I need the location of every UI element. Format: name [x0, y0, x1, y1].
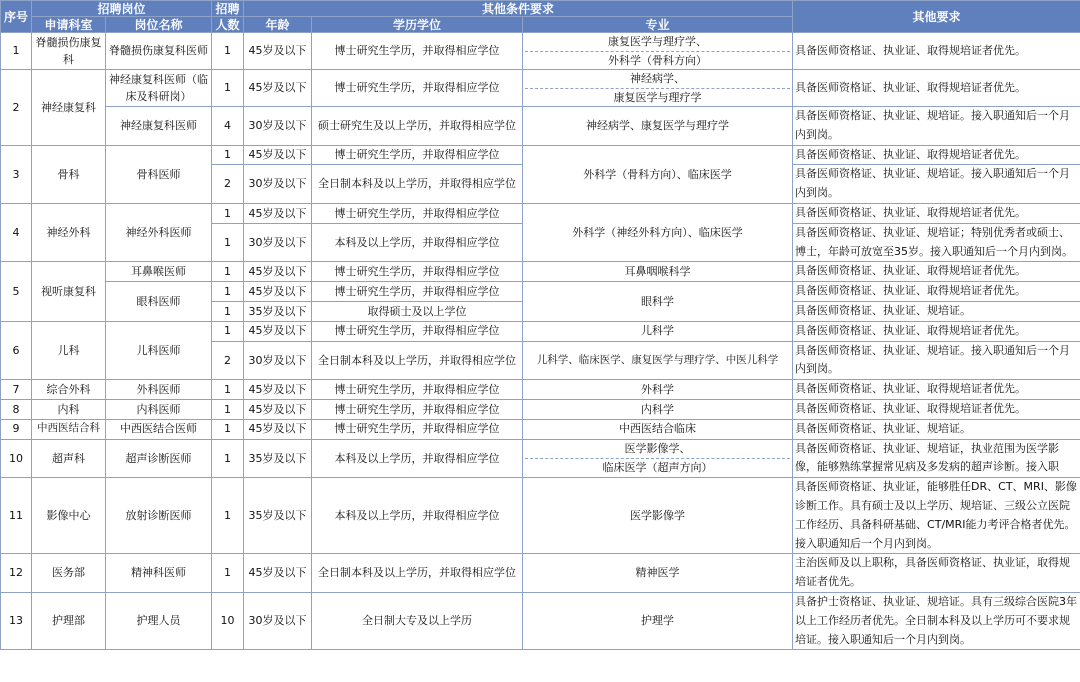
- cell-age: 45岁及以下: [244, 419, 312, 439]
- cell-count: 1: [212, 145, 244, 165]
- cell-count: 4: [212, 107, 244, 146]
- cell-major: 内科学: [523, 399, 793, 419]
- table-row: [1, 419, 1080, 439]
- cell-edu: 博士研究生学历，并取得相应学位: [312, 321, 523, 341]
- cell-count: 2: [212, 165, 244, 204]
- table-row: [1, 262, 1080, 282]
- cell-seq: 6: [1, 321, 32, 379]
- cell-major: 神经病学、康复医学与理疗学: [523, 107, 793, 146]
- cell-post: 耳鼻喉医师: [106, 262, 212, 282]
- cell-age: 45岁及以下: [244, 262, 312, 282]
- cell-edu: 博士研究生学历，并取得相应学位: [312, 33, 523, 70]
- cell-dept: 视听康复科: [32, 262, 106, 321]
- cell-age: 35岁及以下: [244, 478, 312, 554]
- cell-post: 护理人员: [106, 592, 212, 649]
- cell-seq: 9: [1, 419, 32, 439]
- cell-seq: 5: [1, 262, 32, 321]
- cell-post: 超声诊断医师: [106, 439, 212, 478]
- cell-req: 具备医师资格证、执业证、规培证。: [793, 301, 1080, 321]
- table-row: [1, 321, 1080, 341]
- cell-post: 骨科医师: [106, 145, 212, 203]
- cell-post: 内科医师: [106, 399, 212, 419]
- major-line: 外科学（骨科方向）: [525, 51, 790, 70]
- cell-req: 具备医师资格证、执业证、取得规培证者优先。: [793, 203, 1080, 223]
- cell-seq: 1: [1, 33, 32, 70]
- cell-count: 10: [212, 592, 244, 649]
- cell-major: [523, 70, 793, 107]
- cell-major: [523, 439, 793, 478]
- cell-age: 45岁及以下: [244, 282, 312, 302]
- cell-major: [523, 33, 793, 70]
- table-row: [1, 282, 1080, 302]
- cell-req: 具备医师资格证、执业证、规培证。接入职通知后一个月内到岗。: [793, 107, 1080, 146]
- cell-dept: 内科: [32, 399, 106, 419]
- cell-seq: 4: [1, 203, 32, 261]
- major-line: 康复医学与理疗学、: [608, 35, 708, 48]
- cell-edu: 硕士研究生及以上学历，并取得相应学位: [312, 107, 523, 146]
- table-row: [1, 33, 1080, 70]
- cell-edu: 全日制大专及以上学历: [312, 592, 523, 649]
- cell-post: 神经康复科医师（临床及科研岗）: [106, 70, 212, 107]
- header-other-group: 其他条件要求: [244, 1, 793, 17]
- cell-edu: 博士研究生学历，并取得相应学位: [312, 380, 523, 400]
- cell-count: 1: [212, 321, 244, 341]
- header-dept: 申请科室: [32, 17, 106, 33]
- cell-count: 1: [212, 262, 244, 282]
- cell-seq: 8: [1, 399, 32, 419]
- cell-dept: 综合外科: [32, 380, 106, 400]
- cell-req: 具备医师资格证、执业证、取得规培证者优先。: [793, 262, 1080, 282]
- cell-edu: 全日制本科及以上学历，并取得相应学位: [312, 341, 523, 380]
- cell-age: 35岁及以下: [244, 439, 312, 478]
- cell-age: 45岁及以下: [244, 145, 312, 165]
- cell-edu: 本科及以上学历，并取得相应学位: [312, 223, 523, 262]
- cell-edu: 博士研究生学历，并取得相应学位: [312, 419, 523, 439]
- table-row: [1, 399, 1080, 419]
- cell-count: 1: [212, 203, 244, 223]
- cell-post: 儿科医师: [106, 321, 212, 379]
- cell-major: 外科学: [523, 380, 793, 400]
- table-row: [1, 439, 1080, 478]
- cell-dept: 中西医结合科: [32, 419, 106, 439]
- major-line: 神经病学、: [630, 72, 686, 85]
- cell-major: 外科学（神经外科方向）、临床医学: [523, 203, 793, 261]
- cell-major: 儿科学、临床医学、康复医学与理疗学、中医儿科学: [523, 341, 793, 380]
- cell-edu: 本科及以上学历，并取得相应学位: [312, 478, 523, 554]
- cell-post: 中西医结合医师: [106, 419, 212, 439]
- cell-post: 脊髓损伤康复科医师: [106, 33, 212, 70]
- cell-edu: 博士研究生学历，并取得相应学位: [312, 262, 523, 282]
- major-line: 医学影像学、: [624, 442, 691, 456]
- cell-edu: 博士研究生学历，并取得相应学位: [312, 70, 523, 107]
- header-major: 专业: [523, 17, 793, 33]
- cell-edu: 全日制本科及以上学历，并取得相应学位: [312, 165, 523, 204]
- cell-req: 具备医师资格证、执业证、取得规培证者优先。: [793, 380, 1080, 400]
- cell-count: 1: [212, 439, 244, 478]
- header-count-top: 招聘: [212, 1, 244, 17]
- header-count-bottom: 人数: [212, 17, 244, 33]
- cell-req: 具备医师资格证、执业证、取得规培证者优先。: [793, 145, 1080, 165]
- cell-dept: 儿科: [32, 321, 106, 379]
- cell-count: 1: [212, 282, 244, 302]
- cell-major: 眼科学: [523, 282, 793, 322]
- cell-seq: 13: [1, 592, 32, 649]
- cell-count: 1: [212, 478, 244, 554]
- cell-age: 45岁及以下: [244, 70, 312, 107]
- header-edu: 学历学位: [312, 17, 523, 33]
- cell-age: 45岁及以下: [244, 203, 312, 223]
- cell-count: 1: [212, 554, 244, 593]
- cell-req: 具备医师资格证、执业证，能够胜任DR、CT、MRI、影像诊断工作。具有硕士及以上学历、规培证、三级公立医院工作经历、具备科研基础、CT/MRI能力考评合格者优先。接入职通知后一个月内到岗。: [793, 478, 1080, 554]
- header-seq: 序号: [1, 1, 32, 33]
- cell-edu: 全日制本科及以上学历，并取得相应学位: [312, 554, 523, 593]
- cell-major: 医学影像学: [523, 478, 793, 554]
- cell-post: 神经外科医师: [106, 203, 212, 261]
- table-row: [1, 70, 1080, 107]
- cell-dept: 骨科: [32, 145, 106, 203]
- table-row: [1, 107, 1080, 146]
- cell-edu: 取得硕士及以上学位: [312, 301, 523, 321]
- cell-seq: 2: [1, 70, 32, 146]
- table-row: [1, 380, 1080, 400]
- cell-dept: 脊髓损伤康复科: [32, 33, 106, 70]
- cell-edu: 博士研究生学历，并取得相应学位: [312, 399, 523, 419]
- cell-edu: 博士研究生学历，并取得相应学位: [312, 282, 523, 302]
- cell-dept: 神经外科: [32, 203, 106, 261]
- table-row: [1, 592, 1080, 649]
- cell-age: 45岁及以下: [244, 399, 312, 419]
- cell-post: 眼科医师: [106, 282, 212, 322]
- cell-req: 具备医师资格证、执业证、取得规培证者优先。: [793, 399, 1080, 419]
- major-line: 康复医学与理疗学: [525, 88, 790, 107]
- cell-age: 30岁及以下: [244, 107, 312, 146]
- cell-post: 神经康复科医师: [106, 107, 212, 146]
- table-row: [1, 145, 1080, 165]
- cell-age: 30岁及以下: [244, 223, 312, 262]
- cell-major: 护理学: [523, 592, 793, 649]
- header-post: 岗位名称: [106, 17, 212, 33]
- cell-edu: 博士研究生学历，并取得相应学位: [312, 203, 523, 223]
- table-row: [1, 478, 1080, 554]
- cell-age: 45岁及以下: [244, 321, 312, 341]
- cell-req: 具备医师资格证、执业证、取得规培证者优先。: [793, 70, 1080, 107]
- cell-req: 具备医师资格证、执业证、规培证；特别优秀者或硕士、博士，年龄可放宽至35岁。接入职通知后一个月内到岗。: [793, 223, 1080, 262]
- cell-dept: 超声科: [32, 439, 106, 478]
- cell-major: 中西医结合临床: [523, 419, 793, 439]
- cell-count: 1: [212, 419, 244, 439]
- cell-edu: 本科及以上学历，并取得相应学位: [312, 439, 523, 478]
- cell-req: 具备医师资格证、执业证、规培证。: [793, 419, 1080, 439]
- cell-seq: 11: [1, 478, 32, 554]
- cell-count: 1: [212, 301, 244, 321]
- cell-req: 具备医师资格证、执业证、规培证。接入职通知后一个月内到岗。: [793, 165, 1080, 204]
- cell-count: 1: [212, 70, 244, 107]
- cell-dept: 医务部: [32, 554, 106, 593]
- cell-seq: 7: [1, 380, 32, 400]
- cell-count: 2: [212, 341, 244, 380]
- cell-seq: 10: [1, 439, 32, 478]
- cell-req: 具备医师资格证、执业证、取得规培证者优先。: [793, 33, 1080, 70]
- cell-req: 主治医师及以上职称，具备医师资格证、执业证，取得规培证者优先。: [793, 554, 1080, 593]
- cell-age: 30岁及以下: [244, 592, 312, 649]
- cell-age: 30岁及以下: [244, 341, 312, 380]
- cell-req: 具备医师资格证、执业证、取得规培证者优先。: [793, 282, 1080, 302]
- cell-post: 外科医师: [106, 380, 212, 400]
- cell-seq: 12: [1, 554, 32, 593]
- cell-count: 1: [212, 223, 244, 262]
- cell-count: 1: [212, 399, 244, 419]
- cell-req: 具备护士资格证、执业证、规培证。具有三级综合医院3年以上工作经历者优先。全日制本科及以上学历可不要求规培证。接入职通知后一个月内到岗。: [793, 592, 1080, 649]
- cell-age: 45岁及以下: [244, 554, 312, 593]
- header-recruit-group: 招聘岗位: [32, 1, 212, 17]
- table-row: [1, 554, 1080, 593]
- major-line: 临床医学（超声方向）: [525, 458, 790, 477]
- cell-req: 具备医师资格证、执业证、取得规培证者优先。: [793, 321, 1080, 341]
- cell-req: 具备医师资格证、执业证、规培证，执业范围为医学影像，能够熟练掌握常见病及多发病的超声诊断。接入职: [793, 439, 1080, 478]
- cell-count: 1: [212, 380, 244, 400]
- cell-post: 精神科医师: [106, 554, 212, 593]
- cell-major: 儿科学: [523, 321, 793, 341]
- header-age: 年龄: [244, 17, 312, 33]
- table-row: [1, 203, 1080, 223]
- cell-edu: 博士研究生学历，并取得相应学位: [312, 145, 523, 165]
- cell-age: 30岁及以下: [244, 165, 312, 204]
- cell-age: 35岁及以下: [244, 301, 312, 321]
- cell-age: 45岁及以下: [244, 380, 312, 400]
- cell-count: 1: [212, 33, 244, 70]
- cell-req: 具备医师资格证、执业证、规培证。接入职通知后一个月内到岗。: [793, 341, 1080, 380]
- cell-major: 精神医学: [523, 554, 793, 593]
- cell-major: 外科学（骨科方向）、临床医学: [523, 145, 793, 203]
- cell-dept: 影像中心: [32, 478, 106, 554]
- cell-major: 耳鼻咽喉科学: [523, 262, 793, 282]
- cell-dept: 护理部: [32, 592, 106, 649]
- header-req: 其他要求: [793, 1, 1080, 33]
- cell-dept: 神经康复科: [32, 70, 106, 146]
- cell-seq: 3: [1, 145, 32, 203]
- cell-age: 45岁及以下: [244, 33, 312, 70]
- cell-post: 放射诊断医师: [106, 478, 212, 554]
